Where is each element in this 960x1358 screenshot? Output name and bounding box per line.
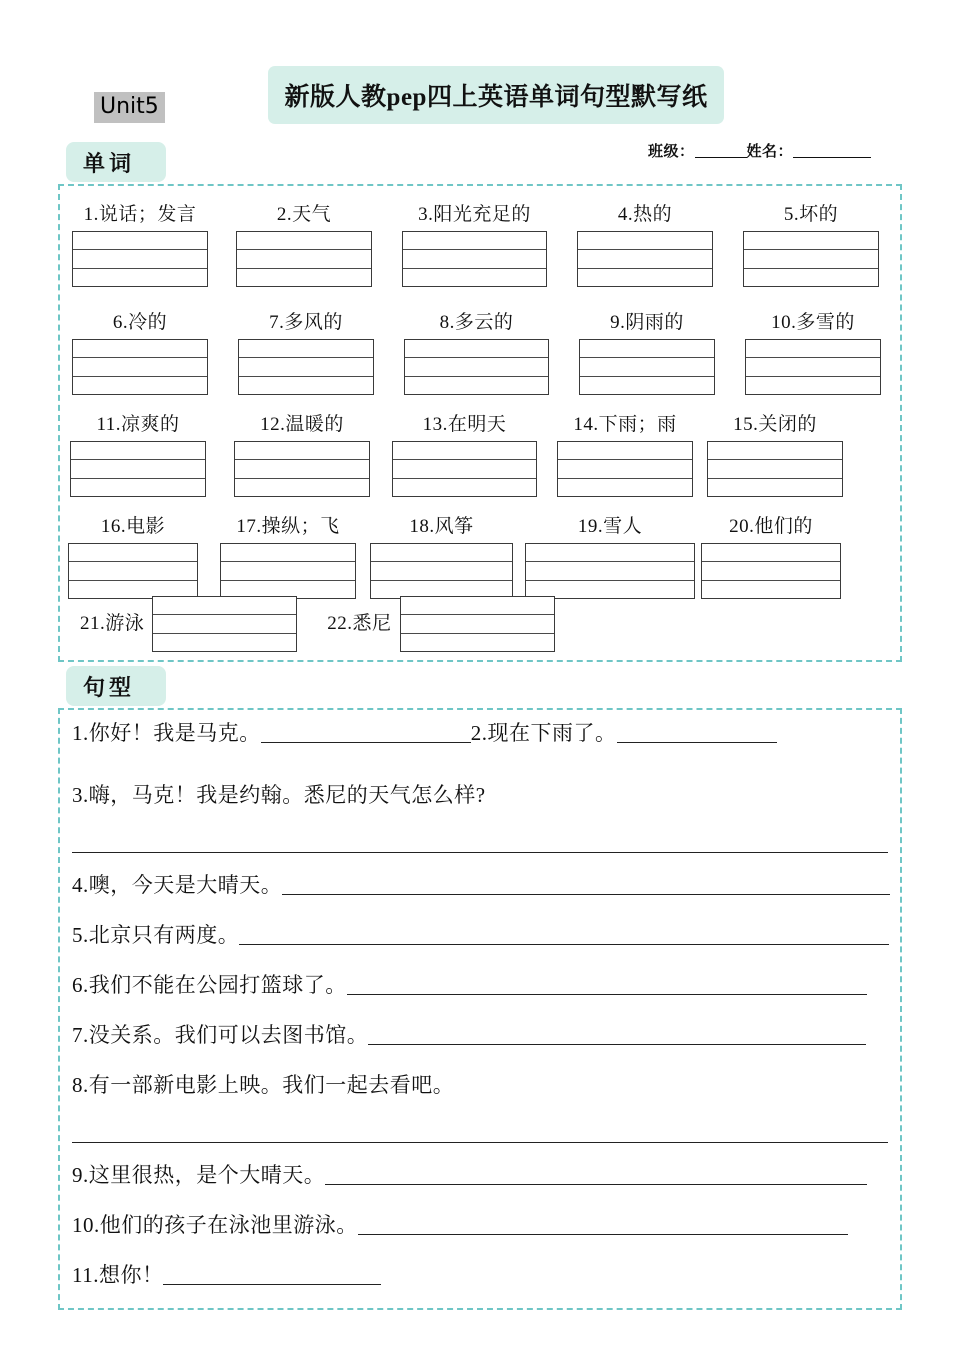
page-title: 新版人教pep四上英语单词句型默写纸	[284, 84, 708, 111]
word-write-box[interactable]	[707, 441, 843, 497]
write-line[interactable]	[235, 442, 369, 460]
write-line[interactable]	[73, 269, 207, 286]
write-line[interactable]	[153, 597, 296, 615]
write-line[interactable]	[403, 232, 546, 250]
word-row-inline	[58, 596, 555, 652]
name-label: 姓名：	[746, 144, 794, 160]
write-line[interactable]	[558, 442, 692, 460]
word-item-10	[745, 310, 881, 395]
sentence-text: 9.这里很热，是个大晴天。	[72, 1163, 326, 1187]
word-item-20	[701, 514, 841, 599]
word-label: 17.操纵；飞	[236, 516, 340, 537]
word-item-18	[370, 514, 513, 599]
word-item-12	[234, 412, 370, 497]
write-line[interactable]	[239, 340, 373, 358]
word-write-box[interactable]	[72, 231, 208, 287]
answer-blank[interactable]	[617, 726, 777, 743]
sentence-s11	[72, 1260, 381, 1290]
word-write-box[interactable]	[743, 231, 879, 287]
word-write-box[interactable]	[234, 441, 370, 497]
write-line[interactable]	[153, 634, 296, 651]
sentence-text: 11.想你！	[72, 1263, 164, 1287]
word-item-11	[70, 412, 206, 497]
sentence-text: 10.他们的孩子在泳池里游泳。	[72, 1213, 358, 1237]
word-item-13	[392, 412, 537, 497]
answer-blank-full[interactable]	[72, 852, 888, 853]
unit-badge: Unit5	[94, 92, 165, 123]
word-item-22	[327, 596, 554, 652]
write-line[interactable]	[580, 358, 714, 376]
word-label: 3.阳光充足的	[418, 204, 531, 225]
write-line[interactable]	[235, 460, 369, 478]
answer-blank[interactable]	[163, 1268, 381, 1285]
word-item-9	[579, 310, 715, 395]
write-line[interactable]	[578, 269, 712, 286]
write-line[interactable]	[401, 615, 554, 633]
write-line[interactable]	[708, 442, 842, 460]
sentence-s7	[72, 1020, 866, 1050]
write-line[interactable]	[393, 479, 536, 496]
word-label: 10.多雪的	[771, 312, 855, 333]
class-blank[interactable]	[695, 144, 747, 158]
word-item-1	[72, 202, 208, 287]
word-grid	[58, 184, 902, 662]
answer-blank[interactable]	[239, 928, 889, 945]
answer-blank-full[interactable]	[72, 1142, 888, 1143]
write-line[interactable]	[393, 460, 536, 478]
write-line[interactable]	[744, 269, 878, 286]
write-line[interactable]	[403, 250, 546, 268]
sentence-text: 4.噢，今天是大晴天。	[72, 873, 283, 897]
sentence-s9	[72, 1160, 867, 1190]
sentence-s3	[72, 780, 888, 853]
sentence-list	[58, 708, 902, 1310]
word-label: 1.说话；发言	[83, 204, 197, 225]
word-item-4	[577, 202, 713, 287]
word-write-box[interactable]	[70, 441, 206, 497]
word-label: 22.悉尼	[327, 613, 392, 634]
write-line[interactable]	[71, 460, 205, 478]
write-line[interactable]	[153, 615, 296, 633]
word-item-6	[72, 310, 208, 395]
write-line[interactable]	[746, 340, 880, 358]
write-line[interactable]	[403, 269, 546, 286]
sentence-s4	[72, 870, 890, 900]
word-label: 7.多风的	[269, 312, 343, 333]
write-line[interactable]	[405, 377, 548, 394]
write-line[interactable]	[702, 581, 840, 598]
word-write-box[interactable]	[220, 543, 356, 599]
write-line[interactable]	[73, 358, 207, 376]
word-write-box[interactable]	[402, 231, 547, 287]
word-write-box[interactable]	[579, 339, 715, 395]
word-item-2	[236, 202, 372, 287]
answer-blank[interactable]	[282, 878, 890, 895]
word-write-box[interactable]	[557, 441, 693, 497]
word-label: 4.热的	[617, 204, 673, 225]
write-line[interactable]	[746, 358, 880, 376]
word-write-box[interactable]	[404, 339, 549, 395]
write-line[interactable]	[744, 232, 878, 250]
sentence-text: 7.没关系。我们可以去图书馆。	[72, 1023, 369, 1047]
word-write-box[interactable]	[392, 441, 537, 497]
write-line[interactable]	[526, 562, 694, 580]
word-item-5	[743, 202, 879, 287]
write-line[interactable]	[744, 250, 878, 268]
word-write-box[interactable]	[72, 339, 208, 395]
write-line[interactable]	[580, 340, 714, 358]
write-line[interactable]	[69, 544, 197, 562]
write-line[interactable]	[746, 377, 880, 394]
write-line[interactable]	[558, 479, 692, 496]
write-line[interactable]	[702, 562, 840, 580]
write-line[interactable]	[239, 358, 373, 376]
word-write-box[interactable]	[745, 339, 881, 395]
word-write-box[interactable]	[701, 543, 841, 599]
student-meta	[648, 140, 871, 161]
write-line[interactable]	[235, 479, 369, 496]
write-line[interactable]	[73, 232, 207, 250]
name-blank[interactable]	[793, 144, 871, 158]
write-line[interactable]	[578, 250, 712, 268]
write-line[interactable]	[371, 562, 512, 580]
word-row	[58, 514, 902, 599]
word-item-14	[557, 412, 693, 497]
word-item-3	[402, 202, 547, 287]
write-line[interactable]	[401, 634, 554, 651]
write-line[interactable]	[237, 250, 371, 268]
write-line[interactable]	[708, 460, 842, 478]
sentence-text: 6.我们不能在公园打篮球了。	[72, 973, 347, 997]
sentence-text: 2.现在下雨了。	[470, 721, 617, 745]
sentence-s8	[72, 1070, 888, 1143]
word-label: 5.坏的	[783, 204, 839, 225]
tab-words: 单词	[66, 142, 166, 182]
word-item-8	[404, 310, 549, 395]
footer-space	[0, 1312, 960, 1358]
word-write-box[interactable]	[525, 543, 695, 599]
word-item-7	[238, 310, 374, 395]
word-label: 16.电影	[100, 516, 166, 537]
write-line[interactable]	[71, 442, 205, 460]
word-label: 14.下雨；雨	[573, 414, 677, 435]
word-row	[58, 412, 902, 497]
word-write-box[interactable]	[400, 596, 555, 652]
answer-blank[interactable]	[347, 978, 867, 995]
write-line[interactable]	[73, 250, 207, 268]
sentence-s5	[72, 920, 889, 950]
word-item-17	[220, 514, 356, 599]
write-line[interactable]	[221, 562, 355, 580]
word-write-box[interactable]	[152, 596, 297, 652]
word-label: 11.凉爽的	[96, 414, 180, 435]
sentence-s6	[72, 970, 867, 1000]
write-line[interactable]	[405, 340, 548, 358]
word-item-19	[525, 514, 695, 599]
word-item-16	[68, 514, 198, 599]
word-label: 19.雪人	[577, 516, 643, 537]
answer-blank[interactable]	[358, 1218, 848, 1235]
write-line[interactable]	[69, 562, 197, 580]
sentence-s10	[72, 1210, 848, 1240]
word-item-15	[707, 412, 843, 497]
sentence-text: 5.北京只有两度。	[72, 923, 240, 947]
title-badge	[268, 66, 724, 124]
answer-blank[interactable]	[325, 1168, 867, 1185]
class-label: 班级：	[648, 144, 695, 160]
write-line[interactable]	[558, 460, 692, 478]
page-header	[0, 0, 960, 160]
write-line[interactable]	[237, 269, 371, 286]
word-write-box[interactable]	[236, 231, 372, 287]
word-write-box[interactable]	[238, 339, 374, 395]
word-label: 12.温暖的	[260, 414, 344, 435]
sentence-text: 8.有一部新电影上映。我们一起去看吧。	[72, 1073, 455, 1097]
word-label: 6.冷的	[112, 312, 168, 333]
word-label: 2.天气	[276, 204, 332, 225]
write-line[interactable]	[221, 544, 355, 562]
word-write-box[interactable]	[577, 231, 713, 287]
word-label: 13.在明天	[422, 414, 507, 435]
write-line[interactable]	[71, 479, 205, 496]
word-label: 9.阴雨的	[610, 312, 684, 333]
sentence-s1	[72, 718, 777, 748]
write-line[interactable]	[239, 377, 373, 394]
word-write-box[interactable]	[370, 543, 513, 599]
write-line[interactable]	[393, 442, 536, 460]
word-row	[58, 310, 902, 395]
sentence-text: 1.你好！我是马克。	[72, 721, 261, 745]
word-label: 21.游泳	[80, 613, 145, 634]
sentence-text: 3.嗨，马克！我是约翰。悉尼的天气怎么样?	[72, 783, 486, 807]
word-write-box[interactable]	[68, 543, 198, 599]
answer-blank[interactable]	[368, 1028, 866, 1045]
write-line[interactable]	[237, 232, 371, 250]
write-line[interactable]	[526, 544, 694, 562]
word-item-21	[80, 596, 297, 652]
answer-blank[interactable]	[261, 726, 471, 743]
write-line[interactable]	[580, 377, 714, 394]
word-label: 18.风筝	[409, 516, 474, 537]
write-line[interactable]	[73, 377, 207, 394]
tab-sentences: 句型	[66, 666, 166, 706]
word-label: 8.多云的	[439, 312, 514, 333]
write-line[interactable]	[73, 340, 207, 358]
word-label: 20.他们的	[729, 516, 813, 537]
write-line[interactable]	[401, 597, 554, 615]
word-row	[58, 202, 902, 287]
write-line[interactable]	[578, 232, 712, 250]
write-line[interactable]	[371, 544, 512, 562]
write-line[interactable]	[405, 358, 548, 376]
write-line[interactable]	[708, 479, 842, 496]
write-line[interactable]	[702, 544, 840, 562]
word-label: 15.关闭的	[733, 414, 817, 435]
